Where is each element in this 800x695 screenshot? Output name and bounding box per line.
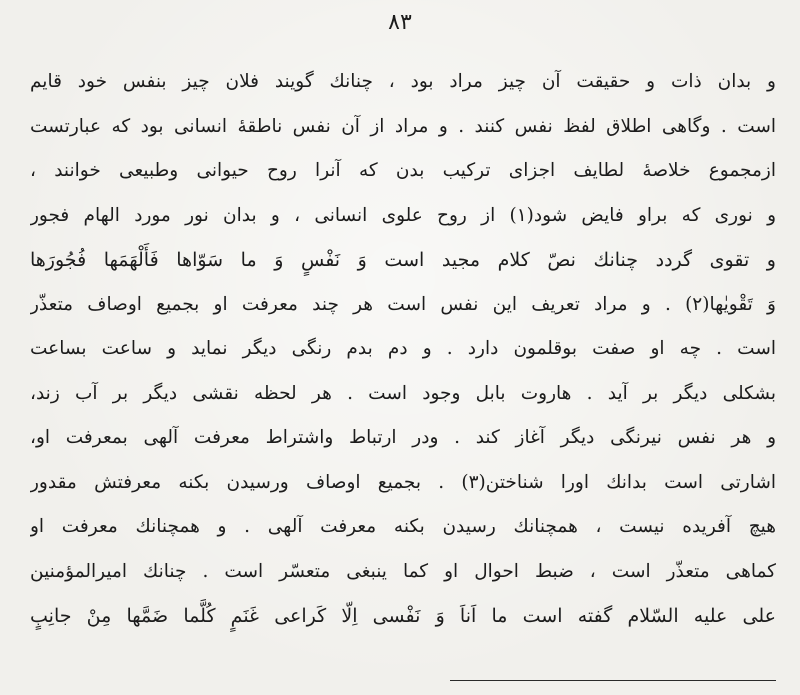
text-line: و هر نفس نیرنگی دیگر آغاز کند . ودر ارتباط واشتراط معرفت آلهی بمعرفت او، bbox=[30, 427, 776, 448]
text-line: کماهی متعذّر است ، ضبط احوال او کما ینبغی متعسّر است . چنانك امیرالمؤمنین bbox=[30, 560, 776, 582]
text-line: است . چه او صفت بوقلمون دارد . و دم بدم رنگی دیگر نماید و ساعت بساعت bbox=[30, 338, 776, 359]
text-line-arabic-quote: علی علیه السّلام گفته است ما اَناَ وَ نَفْسی اِلّا کَراعی غَنَمٍ کُلَّما ضَمَّها مِنْ جانِبٍ bbox=[30, 605, 776, 627]
text-line: اشارتی است بدانك اورا شناختن(۳) . بجمیع اوصاف ورسیدن بکنه معرفتش مقدور bbox=[30, 471, 776, 493]
text-line: ازمجموع خلاصهٔ لطایف اجزای ترکیب بدن که آنرا روح حیوانی وطبیعی خوانند ، bbox=[30, 160, 776, 181]
page-number: ۸۳ bbox=[388, 10, 412, 35]
text-line: وَ تَقْویٰها(۲) . و مراد تعریف این نفس است هر چند معرفت او بجمیع اوصاف متعذّر bbox=[30, 293, 776, 315]
text-line: هیچ آفریده نیست ، همچنانك رسیدن بکنه معرفت آلهی . و همچنانك معرفت او bbox=[30, 516, 776, 537]
text-line: بشکلی دیگر بر آید . هاروت بابل وجود است . هر لحظه نقشی دیگر بر آب زند، bbox=[30, 382, 776, 404]
text-line: و نوری که براو فایض شود(۱) از روح علوی انسانی ، و بدان نور مورد الهام فجور bbox=[30, 204, 776, 226]
body-text bbox=[30, 60, 776, 639]
text-line: است . وگاهی اطلاق لفظ نفس کنند . و مراد از آن نفس ناطقهٔ انسانی بود که عبارتست bbox=[30, 115, 776, 137]
text-line: و بدان ذات و حقیقت آن چیز مراد بود ، چنانك گویند فلان چیز بنفس خود قایم bbox=[30, 71, 776, 92]
footnote-divider bbox=[450, 680, 776, 681]
text-line-quran-verse: و تقوی گردد چنانك نصّ کلام مجید است وَ نَفْسٍ وَ ما سَوّاها فَأَلْهَمَها فُجُورَها bbox=[30, 249, 776, 271]
